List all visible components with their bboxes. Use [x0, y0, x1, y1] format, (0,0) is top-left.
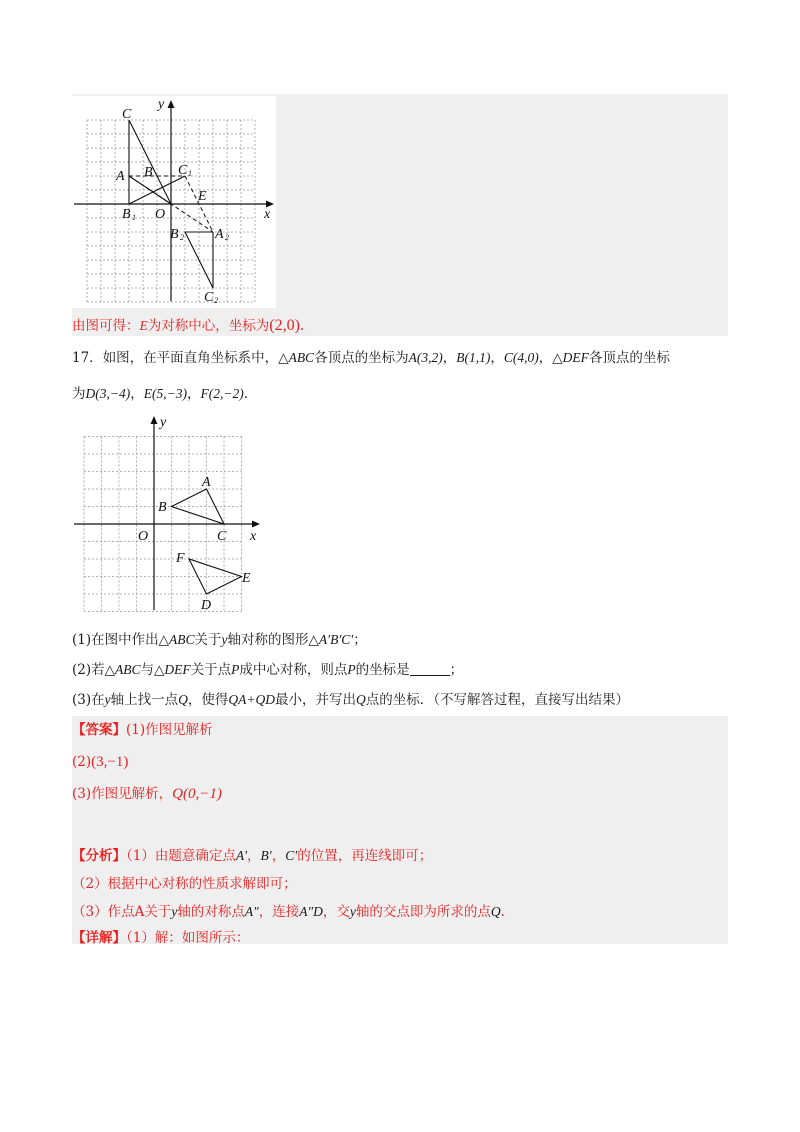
prev-conclusion — [72, 316, 304, 336]
analysis-3-segment: A″D — [299, 904, 323, 919]
p17-sep2: ， — [490, 350, 504, 366]
analysis-line2 — [72, 874, 297, 894]
fig2-label-C: C — [217, 529, 227, 544]
answer-3-num: (3)作图见解析， — [72, 786, 173, 802]
detail-line — [72, 928, 249, 948]
problem17-line2 — [72, 384, 248, 404]
answer-3-value: Q(0,−1) — [172, 786, 222, 802]
q3-y: y — [104, 692, 111, 707]
analysis-3-y2: y — [349, 904, 356, 919]
detail-tag: 【详解】 — [72, 930, 126, 946]
fig2-label-A: A — [202, 475, 211, 490]
analysis-3-point: A″ — [244, 904, 259, 919]
analysis-3e: 轴的交点即为所求的点 — [355, 904, 491, 920]
q2-p2: P — [347, 662, 356, 677]
p17-text-a: 如图，在平面直角坐标系中， — [102, 350, 279, 366]
fig1-label-A: A — [116, 169, 125, 184]
q1-text-b: 关于 — [194, 632, 222, 648]
fig1-label-A2: A — [215, 227, 224, 242]
q1-y: y — [221, 632, 228, 647]
analysis-3-q: Q — [490, 904, 501, 919]
answer-tag: 【答案】 — [72, 722, 126, 738]
q2-text-a: (2)若 — [72, 662, 105, 678]
question-1 — [72, 630, 367, 650]
answer-2-num: (2) — [72, 754, 92, 770]
p17-sep1: ， — [442, 350, 457, 366]
analysis-point-c: C′ — [285, 848, 298, 863]
p17-text-c: 各顶点的坐标 — [588, 350, 670, 366]
analysis-1b: 的位置，再连线即可； — [297, 848, 433, 864]
analysis-sep2: ， — [271, 848, 286, 864]
figure2-grid-diagram — [72, 412, 272, 612]
analysis-3-y: y — [171, 904, 178, 919]
fig2-y-label: y — [160, 415, 167, 430]
analysis-3c: ，连接 — [258, 904, 300, 920]
p17-sep4: ， — [130, 386, 144, 402]
analysis-point-b: B′ — [260, 848, 272, 863]
p17-point-c: C(4,0) — [503, 350, 539, 365]
figure1-grid-diagram — [72, 96, 276, 308]
q2-text-c: 关于点 — [190, 662, 232, 678]
q1-text-a: (1)在图中作出 — [72, 632, 159, 648]
detail-text: （1）解：如图所示： — [126, 930, 250, 946]
p17-point-f: F(2,−2) — [200, 386, 244, 401]
q2-answer-blank[interactable] — [410, 661, 450, 676]
analysis-line3 — [72, 902, 505, 922]
analysis-3b: 轴的对称点 — [177, 904, 245, 920]
analysis-3a: （3）作点A关于 — [72, 904, 172, 920]
fig1-label-C: C — [122, 107, 132, 122]
q2-end: ； — [449, 662, 464, 678]
fig1-label-B1-sub: 1 — [132, 213, 136, 222]
fig1-label-C2: C — [204, 290, 214, 305]
prev-conclusion-middle: 为对称中心，坐标为 — [147, 318, 270, 334]
fig1-label-A2-sub: 2 — [225, 233, 229, 242]
fig1-label-B2: B — [170, 227, 179, 242]
q1-image-tri: △A′B′C′ — [308, 632, 354, 647]
q3-text-e: 点的坐标．（不写解答过程，直接写出结果） — [365, 692, 629, 708]
fig2-x-label: x — [250, 529, 257, 544]
q2-text-d: 成中心对称，则点 — [239, 662, 348, 678]
p17-point-e: E(5,−3) — [143, 386, 187, 401]
q3-text-a: (3)在 — [72, 692, 105, 708]
prev-conclusion-end: . — [299, 318, 305, 334]
fig1-label-B: B — [144, 165, 153, 180]
q3-text-b: 轴上找一点 — [110, 692, 179, 708]
fig2-label-F: F — [176, 551, 185, 566]
question-3 — [72, 690, 629, 710]
answer-line2 — [72, 752, 128, 772]
q1-end: ； — [353, 632, 367, 648]
analysis-3-end: . — [500, 904, 505, 920]
fig1-label-E: E — [198, 189, 207, 204]
q1-text-c: 轴对称的图形 — [227, 632, 309, 648]
analysis-1a: （1）由题意确定点 — [126, 848, 236, 864]
p17-point-d: D(3,−4) — [85, 386, 131, 401]
problem17-line1 — [72, 348, 670, 368]
p17-sep5: ， — [186, 386, 201, 402]
fig1-x-label: x — [264, 207, 271, 222]
q3-expr: QA+QD — [228, 692, 275, 707]
p17-sep3: ， — [538, 350, 553, 366]
q2-text-b: 与 — [140, 662, 155, 678]
analysis-line1 — [72, 846, 432, 866]
q2-p: P — [231, 662, 240, 677]
prev-conclusion-coord: (2,0) — [269, 317, 300, 334]
analysis-3d: ，交 — [322, 904, 350, 920]
fig1-label-B2-sub: 2 — [180, 233, 184, 242]
q3-text-d: 最小，并写出 — [274, 692, 356, 708]
p17-point-a: A(3,2) — [408, 350, 443, 365]
answer-2-value: (3,−1) — [91, 754, 129, 770]
p17-point-b: B(1,1) — [456, 350, 491, 365]
analysis-point-a: A′ — [235, 848, 248, 863]
answer-line1 — [72, 720, 213, 740]
question-2 — [72, 660, 463, 680]
fig1-label-O: O — [155, 207, 166, 222]
p17-tri-def: △DEF — [552, 350, 589, 365]
problem-number: 17． — [72, 350, 103, 366]
q3-q2: Q — [355, 692, 366, 707]
fig2-origin-label: O — [138, 529, 149, 544]
fig1-label-C1: C — [178, 163, 188, 178]
p17-text-d: 为 — [72, 386, 86, 402]
analysis-tag: 【分析】 — [72, 848, 126, 864]
q1-tri: △ABC — [158, 632, 195, 647]
q3-text-c: ，使得 — [187, 692, 229, 708]
p17-tri-abc: △ABC — [278, 350, 315, 365]
q3-q: Q — [178, 692, 188, 707]
analysis-2: （2）根据中心对称的性质求解即可； — [72, 876, 297, 892]
fig2-label-E: E — [242, 571, 251, 586]
fig1-label-C2-sub: 2 — [214, 296, 218, 305]
fig1-y-label: y — [158, 97, 165, 112]
fig1-label-C1-sub: 1 — [188, 169, 192, 178]
q2-tri2: △DEF — [154, 662, 191, 677]
prev-conclusion-prefix: 由图可得： — [72, 318, 140, 334]
fig1-label-B1: B — [122, 207, 131, 222]
q2-tri1: △ABC — [104, 662, 141, 677]
answer-line3 — [72, 784, 222, 804]
answer-1: (1)作图见解析 — [126, 722, 213, 738]
q2-text-e: 的坐标是 — [355, 662, 410, 678]
fig2-label-B: B — [158, 500, 167, 515]
analysis-sep1: ， — [247, 848, 261, 864]
p17-text-b: 各顶点的坐标为 — [314, 350, 409, 366]
fig2-label-D: D — [201, 598, 212, 612]
prev-conclusion-var: E — [139, 318, 148, 333]
p17-end: . — [243, 386, 248, 402]
